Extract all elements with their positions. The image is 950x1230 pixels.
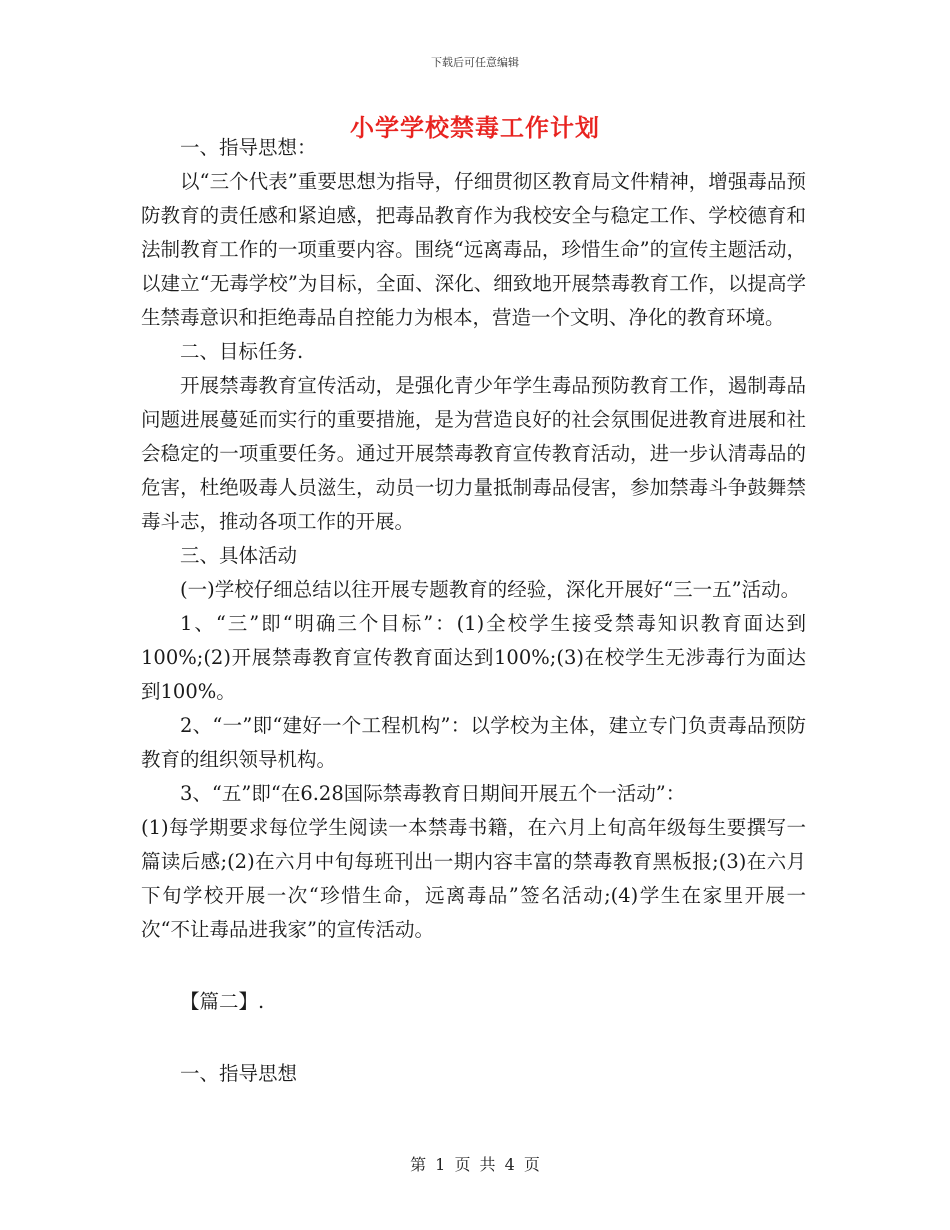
paragraph-activity-intro: (一)学校仔细总结以往开展专题教育的经验，深化开展好“三一五”活动。 — [180, 578, 801, 601]
document-body — [141, 131, 806, 1091]
paragraph-activity-three: 1、“三”即“明确三个目标”：(1)全校学生接受禁毒知识教育面达到100%;(2)开展禁毒教育宣传教育面达到100%;(3)在校学生无涉毒行为面达到100%。 — [141, 612, 806, 703]
paragraph-activity-five: 3、“五”即“在6.28国际禁毒教育日期间开展五个一活动”： — [180, 782, 686, 805]
paragraph-activity-one: 2、“一”即“建好一个工程机构”：以学校为主体，建立专门负责毒品预防教育的组织领导机构。 — [141, 714, 806, 771]
paragraph-guiding-thought: 以“三个代表”重要思想为指导，仔细贯彻区教育局文件精神，增强毒品预防教育的责任感和紧迫感，把毒品教育作为我校安全与稳定工作、学校德育和法制教育工作的一项重要内容。围绕“远离毒品，珍惜生命”的宣传主题活动，以建立“无毒学校”为目标，全面、深化、细致地开展禁毒教育工作，以提高学生禁毒意识和拒绝毒品自控能力为根本，营造一个文明、净化的教育环境。 — [141, 170, 806, 329]
section-marker-part-two: 【篇二】. — [180, 990, 265, 1013]
document-title: 小学学校禁毒工作计划 — [350, 113, 600, 142]
page-header-note: 下载后可任意编辑 — [431, 56, 519, 69]
section-heading-guiding-thought: 一、指导思想： — [180, 136, 317, 159]
page-number: 第 1 页 共 4 页 — [410, 1155, 540, 1174]
section-heading-goals: 二、目标任务. — [180, 340, 304, 363]
paragraph-activity-five-list: (1)每学期要求每位学生阅读一本禁毒书籍，在六月上旬高年级每生要撰写一篇读后感;(2)在六月中旬每班刊出一期内容丰富的禁毒教育黑板报;(3)在六月下旬学校开展一次“珍惜生命，远离毒品”签名活动;(4)学生在家里开展一次“不让毒品进我家”的宣传活动。 — [141, 816, 806, 941]
section-heading-guiding-thought-2: 一、指导思想 — [180, 1062, 298, 1085]
section-heading-activities: 三、具体活动 — [180, 544, 298, 567]
paragraph-goals: 开展禁毒教育宣传活动，是强化青少年学生毒品预防教育工作，遏制毒品问题进展蔓延而实行的重要措施，是为营造良好的社会氛围促进教育进展和社会稳定的一项重要任务。通过开展禁毒教育宣传教育活动，进一步认清毒品的危害，杜绝吸毒人员滋生，动员一切力量抵制毒品侵害，参加禁毒斗争鼓舞禁毒斗志，推动各项工作的开展。 — [141, 374, 806, 533]
